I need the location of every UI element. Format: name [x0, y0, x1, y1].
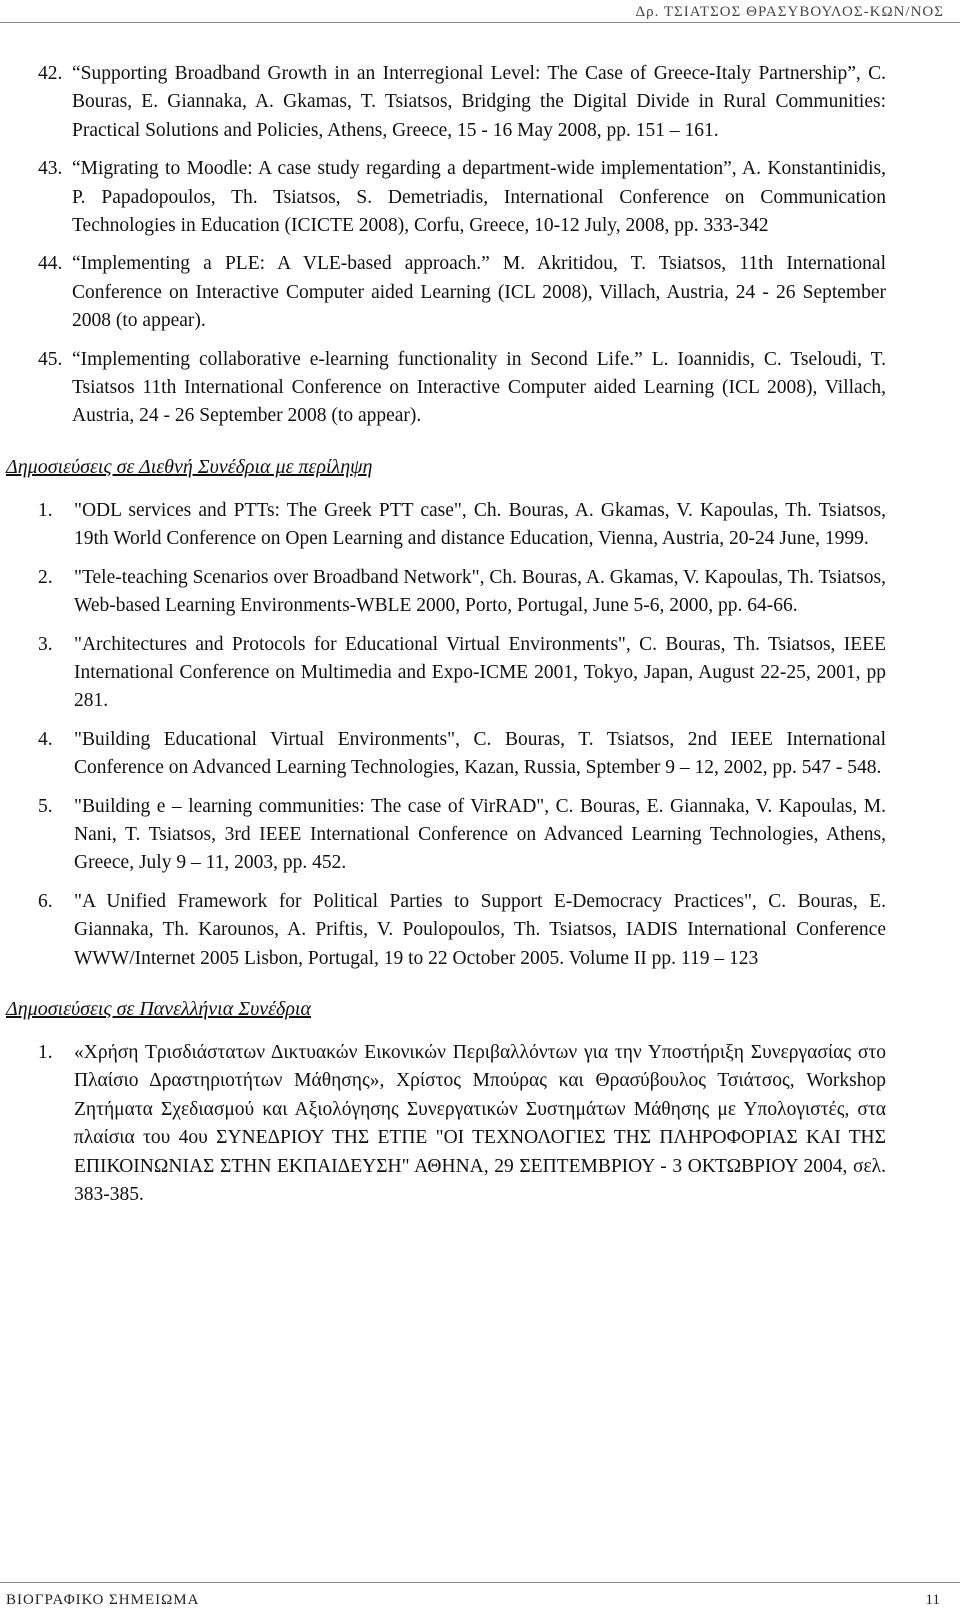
item-number: 1. — [38, 1041, 53, 1063]
list-item — [38, 346, 886, 431]
item-text: "A Unified Framework for Political Parties to Support E-Democracy Practices", C. Bouras, E. Giannaka, Th. Karounos, A. Priftis, V. Poulopoulos, Th. Tsiatsos, IADIS International Conference WWW/Internet 2005 Lisbon, Portugal, 19 to 22 October 2005. Volume II pp. 119 – 123 — [74, 890, 886, 969]
list-item — [38, 497, 886, 554]
item-number: 4. — [38, 728, 53, 750]
list-item — [38, 793, 886, 878]
running-footer — [0, 1582, 960, 1613]
running-header — [0, 0, 960, 23]
page-number: 11 — [925, 1592, 940, 1608]
header-title: Δρ. ΤΣΙΑΤΣΟΣ ΘΡΑΣΥΒΟΥΛΟΣ-ΚΩΝ/ΝΟΣ — [635, 4, 944, 20]
item-text: «Χρήση Τρισδιάστατων Δικτυακών Εικονικών Περιβαλλόντων για την Υποστήριξη Συνεργασίας στο Πλαίσιο Δραστηριοτήτων Μάθησης», Χρίστος Μπούρας και Θρασύβουλος Τσιάτσος, Workshop Ζητήματα Σχεδιασμού και Αξιολόγησης Συνεργατικών Συστημάτων Μάθησης με Υπολογιστές, στα πλαίσια του 4ου ΣΥΝΕΔΡΙΟΥ ΤΗΣ ΕΤΠΕ "ΟΙ ΤΕΧΝΟΛΟΓΙΕΣ ΤΗΣ ΠΛΗΡΟΦΟΡΙΑΣ ΚΑΙ ΤΗΣ ΕΠΙΚΟΙΝΩΝΙΑΣ ΣΤΗΝ ΕΚΠΑΙΔΕΥΣΗ" ΑΘΗΝΑ, 29 ΣΕΠΤΕΜΒΡΙΟΥ - 3 ΟΚΤΩΒΡΙΟΥ 2004, σελ. 383-385. — [74, 1041, 886, 1205]
list-item — [38, 726, 886, 783]
list-item — [38, 60, 886, 145]
international-conference-list — [38, 497, 886, 973]
item-text: "Building e – learning communities: The case of VirRAD", C. Bouras, E. Giannaka, V. Kapoulas, M. Nani, T. Tsiatsos, 3rd IEEE International Conference on Advanced Learning Technologies, Athens, Greece, July 9 – 11, 2003, pp. 452. — [74, 795, 886, 874]
item-number: 6. — [38, 890, 53, 912]
item-text: "Building Educational Virtual Environments", C. Bouras, T. Tsiatsos, 2nd IEEE International Conference on Advanced Learning Technologies, Kazan, Russia, Sptember 9 – 12, 2002, pp. 547 - 548. — [74, 728, 886, 779]
item-text: "Architectures and Protocols for Educational Virtual Environments", C. Bouras, Th. Tsiatsos, IEEE International Conference on Multimedia and Expo-ICME 2001, Tokyo, Japan, August 22-25, 2001, pp 281. — [74, 633, 886, 712]
item-number: 3. — [38, 633, 53, 655]
footer-title: ΒΙΟΓΡΑΦΙΚΟ ΣΗΜΕΙΩΜΑ — [6, 1592, 200, 1608]
journal-list-continuation — [38, 60, 886, 431]
item-number: 1. — [38, 499, 53, 521]
item-text: “Migrating to Moodle: A case study regarding a department-wide implementation”, A. Konstantinidis, P. Papadopoulos, Th. Tsiatsos, S. Demetriadis, International Conference on Communication Technologies in Education (ICICTE 2008), Corfu, Greece, 10-12 July, 2008, pp. 333-342 — [72, 158, 886, 237]
item-number: 44. — [38, 253, 63, 275]
list-item — [38, 631, 886, 716]
item-number: 45. — [38, 348, 63, 370]
item-text: "ODL services and PTTs: The Greek PTT case", Ch. Bouras, A. Gkamas, V. Kapoulas, Th. Tsiatsos, 19th World Conference on Open Learning and distance Education, Vienna, Austria, 20-24 June, 1999. — [74, 499, 886, 550]
list-item — [38, 155, 886, 240]
item-text: "Tele-teaching Scenarios over Broadband Network", Ch. Bouras, A. Gkamas, V. Kapoulas, Th. Tsiatsos, Web-based Learning Environments-WBLE 2000, Porto, Portugal, June 5-6, 2000, pp. 64-66. — [74, 566, 886, 617]
item-text: “Implementing collaborative e-learning functionality in Second Life.” L. Ioannidis, C. Tseloudi, T. Tsiatsos 11th International Conference on Interactive Computer aided Learning (ICL 2008), Villach, Austria, 24 - 26 September 2008 (to appear). — [72, 348, 886, 427]
item-number: 2. — [38, 566, 53, 588]
item-text: “Implementing a PLE: A VLE-based approach.” M. Akritidou, T. Tsiatsos, 11th International Conference on Interactive Computer aided Learning (ICL 2008), Villach, Austria, 24 - 26 September 2008 (to appear). — [72, 253, 886, 332]
list-item — [38, 564, 886, 621]
section-heading-panhellenic: Δημοσιεύσεις σε Πανελλήνια Συνέδρια — [6, 997, 311, 1020]
panhellenic-conference-list — [38, 1039, 886, 1209]
list-item — [38, 1039, 886, 1209]
section-heading-international: Δημοσιεύσεις σε Διεθνή Συνέδρια με περίληψη — [6, 455, 373, 478]
list-item — [38, 888, 886, 973]
item-number: 43. — [38, 158, 63, 180]
item-number: 42. — [38, 63, 63, 84]
page-content — [6, 60, 886, 1219]
list-item — [38, 250, 886, 335]
item-number: 5. — [38, 795, 53, 817]
item-text: “Supporting Broadband Growth in an Interregional Level: The Case of Greece-Italy Partnership”, C. Bouras, E. Giannaka, A. Gkamas, T. Tsiatsos, Bridging the Digital Divide in Rural Communities: Practical Solutions and Policies, Athens, Greece, 15 - 16 May 2008, pp. 151 – 161. — [72, 63, 886, 141]
